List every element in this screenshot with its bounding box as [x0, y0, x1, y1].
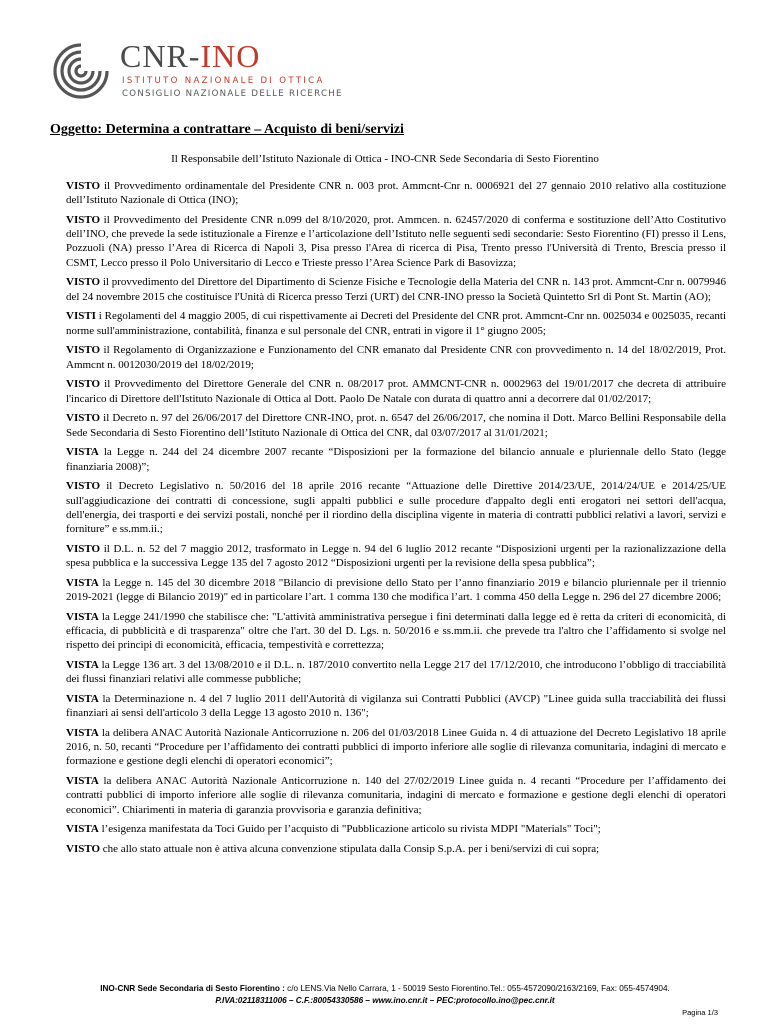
- paragraph-keyword: VISTO: [66, 378, 101, 391]
- logo-name-right: INO: [200, 38, 261, 74]
- paragraph-text: il provvedimento del Direttore del Dipartimento di Scienze Fisiche e Tecnologie della Materia del CNR n. 143 prot. Ammcnt-Cnr n. 0079946 del 24 novembre 2015 che costituisce l'Unità di Ricerca presso Terzi (URT) del CNR-INO presso la Società Quintetto Srl di Pont St. Martin (AO);: [66, 276, 726, 303]
- paragraph-text: il Provvedimento del Presidente CNR n.099 del 8/10/2020, prot. Ammcen. n. 62457/2020 di conferma e sostituzione dell’Atto Costitutivo dell’INO, che prevede la sede istituzionale a Firenze e l’articolazione dell’Istituto nelle seguenti sedi secondarie: Sesto Fiorentino (FI) presso il Lens, Pozzuoli (NA) presso l’Area di Ricerca di Napoli 3, Pisa presso l'Area di ricerca di Pisa, Trento presso l'Università di Trento, Brescia presso il CSMT, Lecco presso il Polo Universitario di Lecco e Trieste presso l’Area Science Park di Basovizza;: [66, 214, 726, 269]
- body-paragraph: [66, 542, 726, 570]
- paragraph-text: la Legge n. 145 del 30 dicembre 2018 "Bilancio di previsione dello Stato per l’anno finanziario 2019 e bilancio pluriennale per il triennio 2019-2021 (legge di Bilancio 2019)" ed in particolare l’art. 1 comma 130 che modifica l’art. 1 comma 450 della Legge n. 296 del 27 dicembre 2006;: [66, 576, 726, 604]
- paragraph-text: la Legge 136 art. 3 del 13/08/2010 e il D.L. n. 187/2010 convertito nella Legge 217 del 17/12/2010, che introducono l’obbligo di tracciabilità dei flussi finanziari relativi alle commesse pubbliche;: [66, 659, 726, 686]
- paragraph-text: il D.L. n. 52 del 7 maggio 2012, trasformato in Legge n. 94 del 6 luglio 2012 recante “Disposizioni urgenti per la razionalizzazione della spesa pubblica e la successiva Legge 135 del 7 agosto 2012 “Disposizioni urgenti per la revisione della spesa pubblica”;: [66, 542, 726, 570]
- body-paragraph: [66, 842, 726, 856]
- paragraph-keyword: VISTO: [66, 180, 101, 192]
- paragraph-text: la Legge n. 244 del 24 dicembre 2007 recante “Disposizioni per la formazione del bilancio annuale e pluriennale dello Stato (legge finanziaria 2008)”;: [66, 446, 726, 473]
- body-paragraph: [66, 377, 726, 405]
- paragraph-keyword: VISTI: [66, 310, 96, 323]
- responsabile-line: Il Responsabile dell’Istituto Nazionale di Ottica - INO-CNR Sede Secondaria di Sesto Fiorentino: [171, 153, 599, 165]
- footer-tax-info: P.IVA:02118311006 – C.F.:80054330586 – www.ino.cnr.it – PEC:protocollo.ino@pec.cnr.it: [215, 996, 555, 1005]
- body-paragraph: [66, 179, 726, 207]
- body-paragraph: [66, 411, 726, 439]
- document-body: [66, 179, 726, 862]
- body-paragraph: [66, 445, 726, 473]
- paragraph-keyword: VISTA: [66, 693, 99, 706]
- paragraph-text: il Provvedimento ordinamentale del Presidente CNR n. 003 prot. Ammcnt-Cnr n. 0006921 del 27 gennaio 2010 relativo alla costituzione dell’Istituto Nazionale di Ottica (INO);: [66, 180, 726, 207]
- logo-wordmark: [120, 38, 260, 75]
- paragraph-text: la delibera ANAC Autorità Nazionale Anticorruzione n. 140 del 27/02/2019 Linee guida n. 4 recanti “Procedure per l’affidamento dei contratti pubblici di importo inferiore alle soglie di rilevanza comunitaria, indagini di mercato e formazione e gestione degli elenchi di operatori economici”. Chiarimenti in materia di garanzia provvisoria e garanzia definitiva;: [66, 775, 726, 816]
- footer-org: INO-CNR Sede Secondaria di Sesto Fiorentino :: [100, 984, 285, 993]
- paragraph-keyword: VISTA: [66, 446, 99, 459]
- body-paragraph: [66, 610, 726, 653]
- paragraph-text: che allo stato attuale non è attiva alcuna convenzione stipulata dalla Consip S.p.A. per i beni/servizi di cui sopra;: [100, 843, 600, 856]
- page-number: Pagina 1/3: [682, 1008, 718, 1017]
- body-paragraph: [66, 658, 726, 686]
- body-paragraph: [66, 213, 726, 270]
- paragraph-keyword: VISTO: [66, 542, 101, 555]
- body-paragraph: [66, 822, 726, 836]
- paragraph-keyword: VISTA: [66, 775, 99, 788]
- body-paragraph: [66, 726, 726, 769]
- paragraph-text: i Regolamenti del 4 maggio 2005, di cui rispettivamente ai Decreti del Presidente del CNR prot. Ammcnt-Cnr nn. 0025034 e 0025035, recanti norme sull'amministrazione, contabilità, finanza e sul personale del CNR, entrati in vigore il 1° giugno 2005;: [66, 310, 726, 337]
- body-paragraph: [66, 692, 726, 720]
- paragraph-keyword: VISTO: [66, 843, 101, 856]
- body-paragraph: [66, 275, 726, 303]
- paragraph-text: il Regolamento di Organizzazione e Funzionamento del CNR emanato dal Presidente CNR con provvedimento n. 14 del 18/02/2019, Prot. Ammcnt n. 0012030/2019 del 18/02/2019;: [66, 344, 726, 371]
- paragraph-keyword: VISTA: [66, 659, 99, 672]
- logo-name-left: CNR-: [120, 38, 201, 74]
- paragraph-keyword: VISTO: [66, 214, 101, 226]
- body-paragraph: [66, 576, 726, 604]
- paragraph-text: la Legge 241/1990 che stabilisce che: "L'attività amministrativa persegue i fini determinati dalla legge ed è retta da criteri di economicità, di efficacia, di pubblicità e di trasparenza" oltre che l'art. 30 del D. Lgs. n. 50/2016 e ss.mm.ii. che prevede tra l'altro che l’affidamento si svolge nel rispetto dei principi di economicità, efficacia, tempestività e correttezza;: [66, 610, 726, 652]
- body-paragraph: [66, 343, 726, 371]
- paragraph-keyword: VISTO: [66, 276, 101, 289]
- body-paragraph: [66, 309, 726, 337]
- paragraph-keyword: VISTA: [66, 610, 99, 623]
- paragraph-keyword: VISTA: [66, 576, 99, 589]
- paragraph-text: la delibera ANAC Autorità Nazionale Anticorruzione n. 206 del 01/03/2018 Linee Guida n. 4 di attuazione del Decreto Legislativo 18 aprile 2016, n. 50, recanti “Procedure per l’affidamento dei contratti pubblici di importo inferiore alle soglie di rilevanza comunitaria, indagini di mercato e formazione e gestione degli elenchi di operatori economici”;: [66, 727, 726, 768]
- cnr-ino-logo: [50, 40, 350, 102]
- cnr-logo-icon: [50, 40, 112, 102]
- body-paragraph: [66, 479, 726, 536]
- paragraph-keyword: VISTA: [66, 823, 99, 836]
- footer-address: c/o LENS.Via Nello Carrara, 1 - 50019 Sesto Fiorentino.Tel.: 055-4572090/2163/2169, Fax: 055-4574904.: [284, 984, 670, 993]
- paragraph-keyword: VISTA: [66, 727, 99, 740]
- logo-council-line: CONSIGLIO NAZIONALE DELLE RICERCHE: [122, 89, 343, 99]
- paragraph-text: il Decreto n. 97 del 26/06/2017 del Direttore CNR-INO, prot. n. 6547 del 26/06/2017, che nomina il Dott. Marco Bellini Responsabile della Sede Secondaria di Sesto Fiorentino dell’Istituto Nazionale di Ottica del CNR, dal 03/07/2017 al 31/01/2021;: [66, 412, 726, 439]
- paragraph-text: il Provvedimento del Direttore Generale del CNR n. 08/2017 prot. AMMCNT-CNR n. 0002963 del 19/01/2017 che decreta di attribuire l'incarico di Direttore dell'Istituto Nazionale di Ottica al Dott. Paolo De Natale con durata di quattro anni a decorrere dal 01/02/2017;: [66, 378, 726, 405]
- logo-institute-line: ISTITUTO NAZIONALE DI OTTICA: [122, 76, 325, 86]
- paragraph-keyword: VISTO: [66, 480, 101, 493]
- paragraph-keyword: VISTO: [66, 344, 101, 357]
- document-subject: Oggetto: Determina a contrattare – Acquisto di beni/servizi: [50, 122, 404, 137]
- paragraph-text: l’esigenza manifestata da Toci Guido per l’acquisto di "Pubblicazione articolo su rivista MDPI "Materials" Toci";: [98, 823, 601, 836]
- page-footer: [0, 983, 770, 1007]
- paragraph-text: il Decreto Legislativo n. 50/2016 del 18 aprile 2016 recante “Attuazione delle Direttive 2014/23/UE, 2014/24/UE e 2014/25/UE sull'aggiudicazione dei contratti di concessione, sugli appalti pubblici e sulle procedure d'appalto degli enti erogatori nei settori dell'acqua, dell'energia, dei trasporti e dei servizi postali, nonché per il riordino della disciplina vigente in materia di contratti pubblici relativi a lavori, servizi e forniture” e ss.mm.ii.;: [66, 480, 726, 536]
- paragraph-text: la Determinazione n. 4 del 7 luglio 2011 dell'Autorità di vigilanza sui Contratti Pubblici (AVCP) "Linee guida sulla tracciabilità dei flussi finanziari ai sensi dell'articolo 3 della Legge 13 agosto 2010 n. 136";: [66, 693, 726, 720]
- body-paragraph: [66, 774, 726, 817]
- paragraph-keyword: VISTO: [66, 412, 101, 425]
